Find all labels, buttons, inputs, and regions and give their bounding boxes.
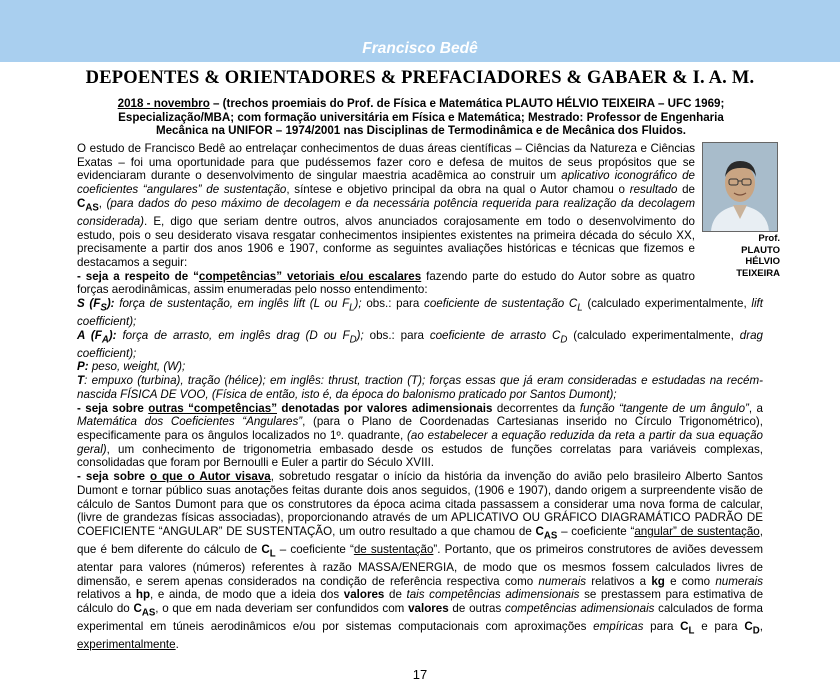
text-run: numerais [538,574,587,588]
text-run: de sustentação [353,542,434,556]
intro-text: – (trechos proemiais do Prof. de Física e Matemática PLAUTO HÉLVIO TEIXEIRA – UFC 1969; Especialização/MBA; com formação universitária em Física e Matemática; Mestrado: Professor de Engenharia Mecânica na UNIFOR – 1974/2001 nas Disciplinas de Termodinâmica e de Mecânica dos Fluidos. [118,97,725,138]
text-run: ”. Portanto, que os primeiros construtores de aviões devessem atentar para valores (números) referentes à razão MASSA/ENERGIA, de modo que os mesmos fossem calculados livres de dimensão, e serem apenas considerados na condição de referência respectiva como [77,542,764,588]
force-t [77,374,763,401]
symbol-sub: L [269,548,276,560]
cas-symbol [133,602,156,619]
paragraph-adimensionais [77,402,763,471]
force-t-label: T [77,374,85,388]
text-run: o que o Autor visava [150,470,271,484]
force-a [77,329,763,361]
intro-paragraph [98,97,744,138]
label-sub: S [100,302,107,314]
force-s [77,297,763,329]
text-run: , (para o Plano de Coordenadas Cartesianas inserido no Círculo Trigonométrico), especificamente para os ângulos localizados no 1º. quadrante, [77,415,763,442]
symbol-letter: C [744,620,753,634]
text-run: (calculado experimentalmente, [567,328,740,342]
symbol-sub: L [688,625,695,637]
banner-title: Francisco Bedê [362,40,478,57]
text-run: numerais [715,574,763,588]
paragraph-intro [77,142,695,270]
text-run: , um conhecimento de trigonometria embasado desde os estudos de funções correlatas para variáveis complexas, consolidadas que foram por Bernoulli e Euler a partir do Século XVIII. [77,442,763,470]
label-text: ): [108,328,117,342]
symbol-letter: C [261,542,270,556]
text-run: - seja a respeito de “ [77,269,199,283]
cd-symbol [744,620,760,637]
text-run: - seja sobre [77,401,149,415]
header-banner [0,0,840,62]
text-run: força de sustentação, em inglês lift (L ou F [114,297,350,311]
text-run: – coeficiente “ [557,524,635,538]
text-run: de outras [448,602,506,616]
text-run: função “tangente de um ângulo” [579,401,749,415]
symbol-letter: C [133,602,142,616]
text-run: para [643,620,681,634]
force-s-label [77,297,115,314]
text-run: : empuxo (turbina), tração (hélice); em inglês: thrust, traction (T); forças essas que já eram consideradas e estudadas na recém-nascida FÍSICA DE VOO, (Física de então, isto é, da época do balonismo praticado por Santos Dumont); [77,374,763,401]
caption-title: Prof. [758,233,780,244]
force-a-label [77,328,117,346]
text-run: aplicativo iconográfico de coeficientes “angulares” de sustentação [77,169,696,197]
symbol-sub: AS [85,202,99,214]
caption-name-1: PLAUTO [741,244,780,256]
paragraph-competencias [77,270,695,297]
text-run: força de arrasto, em inglês drag (D ou F [116,328,350,342]
force-p [77,360,763,374]
text-run: , [759,620,763,634]
text-run: fazendo parte do estudo do Autor sobre as quatro forças aerodinâmicas, assim enumeradas pelo nosso entendimento: [77,269,695,297]
text-run: coeficiente de sustentação C [424,297,578,311]
text-run: peso, weight, (W); [88,360,186,374]
cl-symbol [680,620,695,637]
text-run: decorrentes da [492,401,580,415]
text-sub: L [349,302,355,314]
text-run: , o que em nada deveriam ser confundidos com [155,602,409,616]
label-sub: A [101,334,109,346]
text-run: obs.: para [361,297,425,311]
text-run: de [677,183,695,197]
text-sub: L [577,302,583,314]
text-sub: D [560,334,568,346]
symbol-sub: AS [141,607,156,619]
text-run: empíricas [593,620,644,634]
text-run: coeficiente de arrasto C [429,328,561,342]
label-text: S (F [77,297,101,311]
text-run: valores [408,602,449,616]
text-run: competências” vetoriais e/ou escalares [198,269,422,283]
text-run: . E, digo que seriam dentre outros, alvos anunciados corajosamente em todo o desenvolvimento do estudo, pois o seu desiderato visava resgatar conhecimentos insipientes existentes na primeira década do século XX, precisamente a partir dos anos 1906 e 1907, conforme as seguintes avaliações históricas e técnicas que fizemos e destacamos a seguir: [77,214,695,269]
caption-name-3: TEIXEIRA [736,267,780,279]
text-run: – coeficiente “ [275,542,354,556]
cl-symbol [261,542,276,560]
text-run: hp [135,588,151,602]
text-run: , que é bem diferente do cálculo de [77,524,763,556]
text-run: resultado [629,183,678,197]
text-run: calculados de forma experimental em túneis aerodinâmicos e/ou por sistemas computacionais com aproximações [77,602,763,634]
text-run: relativos a [586,574,652,588]
text-run: - seja sobre [77,470,151,484]
text-run: Matemática dos Coeficientes “Angulares” [77,415,303,429]
text-run: relativos a [77,588,136,602]
text-run: angular” de sustentação [634,524,760,538]
symbol-letter: C [535,524,544,538]
text-run: e como [664,574,716,588]
text-run: tais competências adimensionais [406,588,580,602]
text-run: ); [354,297,362,311]
paragraph-autor-visava [77,470,763,652]
cas-symbol [77,196,99,214]
text-run: de [384,588,407,602]
page-number: 17 [412,667,428,682]
text-run: (ao estabelecer a equação reduzida da reta a partir da sua equação geral) [77,429,764,456]
text-run: obs.: para [363,328,430,342]
text-sub: D [349,334,357,346]
article-body [77,142,763,652]
intro-date: 2018 - novembro [117,97,210,110]
text-run: O estudo de Francisco Bedê ao entrelaçar conhecimentos de duas áreas científicas – Ciências da Natureza e Ciências Exatas – foi uma oportunidade para que pudéssemos fazer coro e defesa de muitos de seus propósitos que se evidenciaram durante o desenvolvimento de singular maestria acadêmica ao construir um [77,142,695,183]
symbol-sub: AS [543,530,558,542]
text-run: . [175,638,179,652]
page-heading: DEPOENTES & ORIENTADORES & PREFACIADORES & GABAER & I. A. M. [85,68,755,88]
text-run: valores [343,588,385,602]
text-run: competências adimensionais [505,602,655,616]
symbol-sub: D [752,625,760,637]
text-run: e para [694,620,745,634]
text-run: (calculado experimentalmente, [582,297,752,311]
text-run: outras “competências” [148,401,277,415]
text-run: ); [356,328,364,342]
text-run: , síntese e objetivo principal da obra na qual o Autor chamou o [286,183,630,197]
text-run: experimentalmente [77,638,176,652]
text-run: , [98,196,107,210]
caption-name-2: HÉLVIO [745,256,780,268]
cas-symbol [535,524,558,542]
text-run: , a [748,401,763,415]
text-run: drag coefficient); [77,328,763,360]
force-p-label: P: [77,360,89,374]
symbol-letter: C [77,196,86,210]
text-run: lift coefficient); [77,297,763,329]
text-run: (para dados do peso máximo de decolagem e da necessária potência requerida para realização da decolagem considerada) [77,196,695,228]
label-text: A (F [77,328,102,342]
text-run: se prestassem para estimativa de cálculo do [77,588,764,616]
label-text: ): [106,297,115,311]
symbol-letter: C [680,620,689,634]
text-run: kg [651,574,665,588]
text-run: , e ainda, de modo que a ideia dos [150,588,344,602]
text-run: , sobretudo resgatar o início da história da invenção do avião pelo brasileiro Alberto Santos Dumont e tornar público suas anotações feitas durante dois anos seguidos, (1906 e 1907), dando origem a surpreendente visão de cálculo de Santos Dumont para que os construtores da época acima citada passassem a considerar uma nova forma de calcular, (livre de grandezas físicas associadas), proporcionando através de um APLICATIVO OU GRÁFICO DIAGRAMÁTICO PADRÃO DE COEFICIENTE “ANGULAR” DE SUSTENTAÇÃO, um outro resultado a que chamou de [77,470,763,538]
text-run: denotadas por valores adimensionais [277,401,493,415]
